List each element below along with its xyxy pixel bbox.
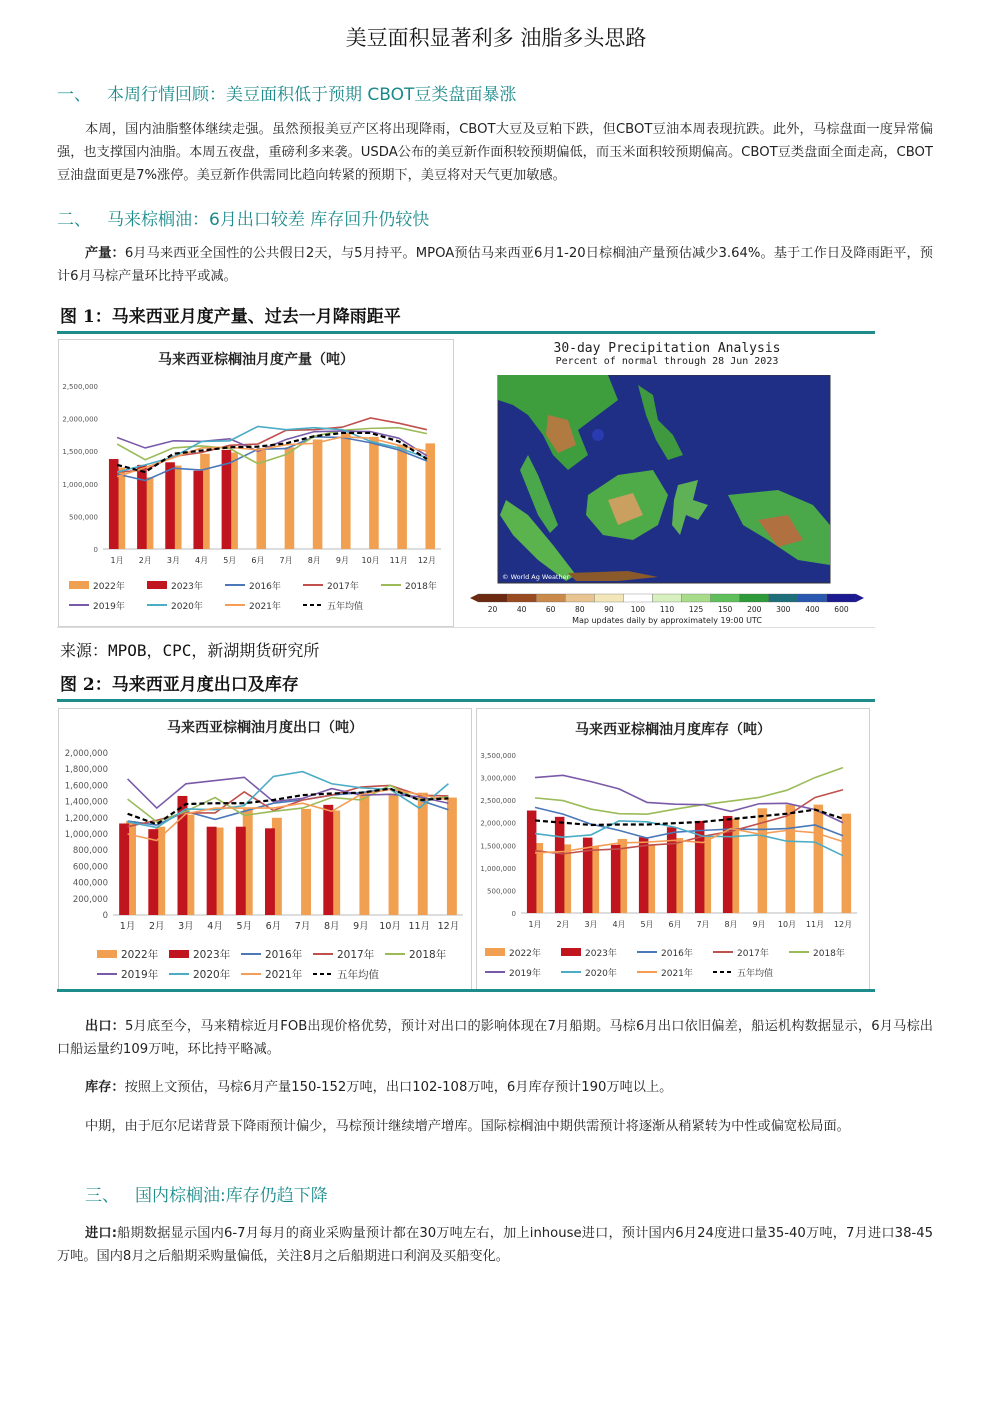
y-tick-label: 800,000: [72, 846, 108, 857]
x-tick-label: 4月: [207, 921, 223, 932]
y-tick-label: 500,000: [487, 887, 516, 896]
y-tick-label: 1,000,000: [64, 830, 108, 840]
x-tick-label: 6月: [265, 921, 282, 932]
legend-swatch: [147, 581, 167, 589]
x-tick-label: 12月: [833, 920, 853, 929]
scale-label: 200: [747, 605, 762, 614]
legend-label: 2017年: [327, 582, 359, 592]
y-tick-label: 1,000,000: [62, 480, 98, 489]
bar-2022年: [313, 439, 323, 549]
map-color-scale: [470, 594, 864, 614]
section-2-heading: [57, 205, 429, 230]
x-tick-label: 3月: [166, 556, 180, 565]
legend-label: 2021年: [249, 602, 281, 612]
bar-2023年: [611, 845, 621, 913]
bar-2023年: [109, 459, 119, 549]
scale-swatch: [740, 594, 769, 602]
x-tick-label: 1月: [110, 556, 124, 565]
x-tick-label: 11月: [389, 556, 408, 565]
section-3-heading: [85, 1181, 328, 1206]
y-tick-label: 3,000,000: [480, 774, 516, 783]
y-tick-label: 1,500,000: [62, 448, 98, 457]
scale-label: 150: [717, 605, 733, 614]
bar-2023年: [193, 471, 203, 549]
x-tick-label: 11月: [408, 921, 431, 932]
legend-label: 2018年: [409, 949, 447, 961]
x-tick-label: 5月: [223, 556, 237, 565]
y-tick-label: 2,000,000: [64, 749, 108, 759]
bar-2022年: [425, 443, 435, 549]
figure-2-bottom-rule: [57, 989, 875, 992]
legend-label: 五年均值: [337, 969, 379, 981]
y-tick-label: 600,000: [72, 862, 108, 873]
scale-label: 40: [516, 605, 527, 614]
bar-2023年: [207, 827, 217, 915]
scale-label: 300: [776, 605, 791, 614]
legend-label: 2019年: [93, 602, 125, 612]
series-line-五年均值: [535, 810, 843, 825]
scale-swatch: [652, 594, 681, 602]
scale-label: 80: [574, 605, 585, 614]
production-chart-title: 马来西亚棕榈油月度产量（吨）: [158, 352, 354, 368]
x-tick-label: 8月: [724, 920, 738, 929]
x-tick-label: 3月: [178, 921, 194, 932]
x-tick-label: 2月: [556, 920, 570, 929]
export-chart-panel: [58, 708, 472, 990]
legend-label: 2022年: [121, 949, 159, 961]
stock-text: 按照上文预估，马棕6月产量150-152万吨，出口102-108万吨，6月库存预计190万吨以上。: [124, 1080, 673, 1095]
section-2-title: 马来棕榈油：6月出口较差 库存回升仍较快: [107, 210, 430, 230]
bar-2023年: [265, 828, 275, 915]
x-tick-label: 5月: [640, 920, 654, 929]
x-tick-label: 7月: [294, 921, 311, 932]
paragraph-weekly-review: 本周，国内油脂整体继续走强。虽然预报美豆产区将出现降雨，CBOT大豆及豆粕下跌，但CBOT豆油本周表现抗跌。此外，马棕盘面一度异常偏强，也支撑国内油脂。本周五夜盘，重磅利多来袭。USDA公布的美豆新作面积较预期偏低，而玉米面积较预期偏高。CBOT豆类盘面全面走高，CBOT豆油盘面更是7%涨停。美豆新作供需同比趋向转紧的预期下，美豆将对天气更加敏感。: [57, 122, 933, 183]
x-tick-label: 10月: [379, 921, 401, 932]
legend-label: 五年均值: [327, 602, 364, 612]
legend-label: 2018年: [813, 949, 845, 959]
x-tick-label: 9月: [353, 921, 369, 932]
bar-2023年: [119, 823, 129, 915]
x-tick-label: 5月: [236, 921, 253, 932]
x-tick-label: 4月: [195, 556, 209, 565]
bar-2023年: [236, 827, 246, 915]
scale-swatch: [623, 594, 652, 602]
x-tick-label: 1月: [528, 920, 542, 929]
figure-2-top-rule: [57, 699, 875, 702]
y-tick-label: 1,800,000: [64, 765, 108, 776]
bar-2022年: [369, 437, 379, 549]
export-chart-title: 马来西亚棕榈油月度出口（吨）: [167, 720, 363, 736]
paragraph-import: [57, 1222, 933, 1268]
scale-swatch: [711, 594, 740, 602]
legend-label: 2017年: [337, 949, 375, 961]
stock-label: 库存：: [85, 1080, 125, 1095]
stock-chart-panel: [476, 708, 870, 990]
series-line-2020年: [535, 821, 843, 856]
figure-1-caption: 图 1：马来西亚月度产量、过去一月降雨距平: [60, 307, 401, 327]
bar-2022年: [786, 805, 796, 913]
figure-2-caption: 图 2：马来西亚月度出口及库存: [60, 675, 299, 695]
scale-label: 60: [545, 605, 556, 614]
bar-2023年: [555, 817, 565, 913]
legend-label: 2022年: [509, 949, 541, 959]
legend-label: 2019年: [121, 969, 159, 981]
y-tick-label: 1,500,000: [480, 842, 516, 851]
legend-swatch: [169, 950, 189, 958]
scale-swatch: [769, 594, 798, 602]
scale-swatch: [478, 594, 507, 602]
y-tick-label: 400,000: [72, 878, 108, 889]
x-tick-label: 7月: [279, 556, 293, 565]
x-tick-label: 1月: [119, 921, 136, 932]
bar-2022年: [814, 805, 824, 913]
y-tick-label: 0: [102, 911, 108, 921]
source-caption: 来源：MPOB，CPC，新湖期货研究所: [60, 641, 320, 660]
y-tick-label: 0: [93, 546, 98, 554]
x-tick-label: 12月: [437, 921, 460, 932]
legend-label: 2016年: [265, 949, 303, 961]
x-tick-label: 3月: [584, 920, 598, 929]
legend-label: 2020年: [585, 969, 617, 979]
series-line-2016年: [128, 789, 449, 825]
scale-label: 90: [604, 605, 614, 614]
scale-label: 600: [834, 605, 849, 614]
map-footer: Map updates daily by approximately 19:00 UTC: [572, 616, 762, 625]
bar-2022年: [447, 798, 457, 915]
legend-label: 2023年: [171, 582, 203, 592]
section-1-number: 一、: [57, 85, 91, 105]
section-1-title: 本周行情回顾：美豆面积低于预期 CBOT豆类盘面暴涨: [107, 85, 517, 105]
stock-chart-title: 马来西亚棕榈油月度库存（吨）: [575, 722, 771, 738]
bar-2022年: [418, 793, 428, 915]
bar-2023年: [527, 811, 537, 913]
scale-swatch: [594, 594, 623, 602]
y-tick-label: 1,600,000: [64, 781, 108, 792]
bar-2022年: [301, 809, 311, 915]
export-chart: [59, 739, 471, 987]
legend-label: 2016年: [661, 949, 693, 959]
x-tick-label: 9月: [335, 556, 349, 565]
legend-label: 2018年: [405, 582, 437, 592]
legend-swatch: [485, 948, 505, 956]
x-tick-label: 10月: [777, 920, 797, 929]
x-tick-label: 10月: [361, 556, 380, 565]
bar-2023年: [148, 829, 158, 915]
map-title: 30-day Precipitation Analysis: [553, 341, 781, 356]
legend-label: 2023年: [585, 949, 617, 959]
map-credit: © World Ag Weather: [502, 573, 570, 581]
scale-label: 100: [630, 605, 646, 614]
document-title: 美豆面积显著利多 油脂多头思路: [345, 26, 647, 50]
scale-swatch: [827, 594, 856, 602]
x-tick-label: 6月: [251, 556, 265, 565]
legend-label: 2020年: [193, 969, 231, 981]
x-tick-label: 8月: [323, 921, 340, 932]
x-tick-label: 12月: [417, 556, 437, 565]
x-tick-label: 6月: [668, 920, 682, 929]
bar-2022年: [842, 814, 852, 913]
y-tick-label: 1,000,000: [480, 864, 516, 873]
scale-swatch: [682, 594, 711, 602]
y-tick-label: 2,500,000: [480, 797, 516, 806]
figure-1-top-rule: [57, 331, 875, 334]
export-label: 出口：: [85, 1019, 126, 1034]
scale-swatch: [565, 594, 594, 602]
scale-label: 20: [487, 605, 498, 614]
legend-label: 五年均值: [737, 969, 774, 979]
section-1-heading: [57, 80, 516, 105]
section-3-title: 国内棕榈油:库存仍趋下降: [135, 1186, 328, 1206]
y-tick-label: 1,200,000: [64, 813, 108, 824]
legend-label: 2020年: [171, 602, 203, 612]
bar-2023年: [165, 462, 175, 549]
legend-label: 2022年: [93, 582, 125, 592]
bar-2022年: [389, 794, 399, 916]
production-chart: [59, 376, 453, 626]
y-tick-label: 3,500,000: [480, 752, 516, 760]
legend-label: 2017年: [737, 949, 769, 959]
legend-label: 2019年: [509, 969, 541, 979]
bar-2022年: [285, 447, 295, 549]
bar-2022年: [397, 445, 407, 549]
paragraph-production: [57, 242, 933, 288]
x-tick-label: 8月: [307, 556, 321, 565]
production-chart-panel: [58, 339, 454, 627]
x-tick-label: 2月: [138, 556, 152, 565]
bar-2023年: [137, 465, 147, 549]
y-tick-label: 2,500,000: [62, 383, 98, 391]
precipitation-map-panel: [458, 339, 876, 625]
scale-label: 125: [688, 605, 704, 614]
export-text: 5月底至今，马来精棕近月FOB出现价格优势，预计对出口的影响体现在7月船期。马棕6月出口依旧偏差，船运机构数据显示，6月马棕出口船运量约109万吨，环比持平略减。: [57, 1019, 933, 1057]
y-tick-label: 0: [511, 910, 516, 918]
map-subtitle: Percent of normal through 28 Jun 2023: [555, 356, 779, 367]
production-label: 产量：: [85, 246, 125, 261]
scale-arrow-right: [856, 594, 864, 602]
paragraph-stock: [57, 1076, 933, 1099]
x-tick-label: 7月: [696, 920, 710, 929]
scale-label: 110: [659, 605, 675, 614]
y-tick-label: 1,400,000: [64, 797, 108, 808]
figure-1-bottom-rule: [57, 627, 875, 628]
legend-swatch: [97, 950, 117, 958]
x-tick-label: 2月: [148, 921, 165, 932]
paragraph-midterm: 中期，由于厄尔尼诺背景下降雨预计偏少，马棕预计继续增产增库。国际棕榈油中期供需预计将逐渐从稍紧转为中性或偏宽松局面。: [85, 1119, 850, 1134]
map-wet-spot: [592, 429, 604, 441]
legend-label: 2021年: [661, 969, 693, 979]
paragraph-export: [57, 1015, 933, 1061]
legend-label: 2016年: [249, 582, 281, 592]
series-line-2019年: [535, 775, 843, 822]
x-tick-label: 9月: [752, 920, 766, 929]
x-tick-label: 11月: [805, 920, 825, 929]
legend-label: 2023年: [193, 949, 231, 961]
legend-swatch: [69, 581, 89, 589]
y-tick-label: 500,000: [69, 513, 98, 522]
legend-label: 2021年: [265, 969, 303, 981]
scale-swatch: [536, 594, 565, 602]
import-label: 进口:: [85, 1226, 117, 1241]
precipitation-map: [458, 375, 876, 625]
stock-chart: [477, 743, 869, 989]
scale-swatch: [507, 594, 536, 602]
bar-2023年: [323, 805, 333, 915]
section-3-number: 三、: [85, 1186, 119, 1206]
x-tick-label: 4月: [612, 920, 626, 929]
legend-swatch: [561, 948, 581, 956]
bar-2022年: [341, 433, 351, 549]
scale-arrow-left: [470, 594, 478, 602]
bar-2023年: [639, 837, 649, 913]
y-tick-label: 2,000,000: [62, 415, 98, 424]
series-line-2018年: [535, 768, 843, 814]
production-text: 6月马来西亚全国性的公共假日2天，与5月持平。MPOA预估马来西亚6月1-20日棕榈油产量预估减少3.64%。基于工作日及降雨距平，预计6月马棕产量环比持平或减。: [57, 246, 933, 284]
import-text: 船期数据显示国内6-7月每月的商业采购量预计都在30万吨左右，加上inhouse进口，预计国内6月24度进口量35-40万吨，7月进口38-45万吨。国内8月之后船期采购量偏低，关注8月之后船期进口利润及买船变化。: [57, 1226, 934, 1264]
y-tick-label: 200,000: [72, 894, 108, 905]
bar-2022年: [359, 795, 369, 915]
scale-label: 400: [805, 605, 820, 614]
y-tick-label: 2,000,000: [480, 819, 516, 828]
section-2-number: 二、: [57, 210, 91, 230]
scale-swatch: [798, 594, 827, 602]
